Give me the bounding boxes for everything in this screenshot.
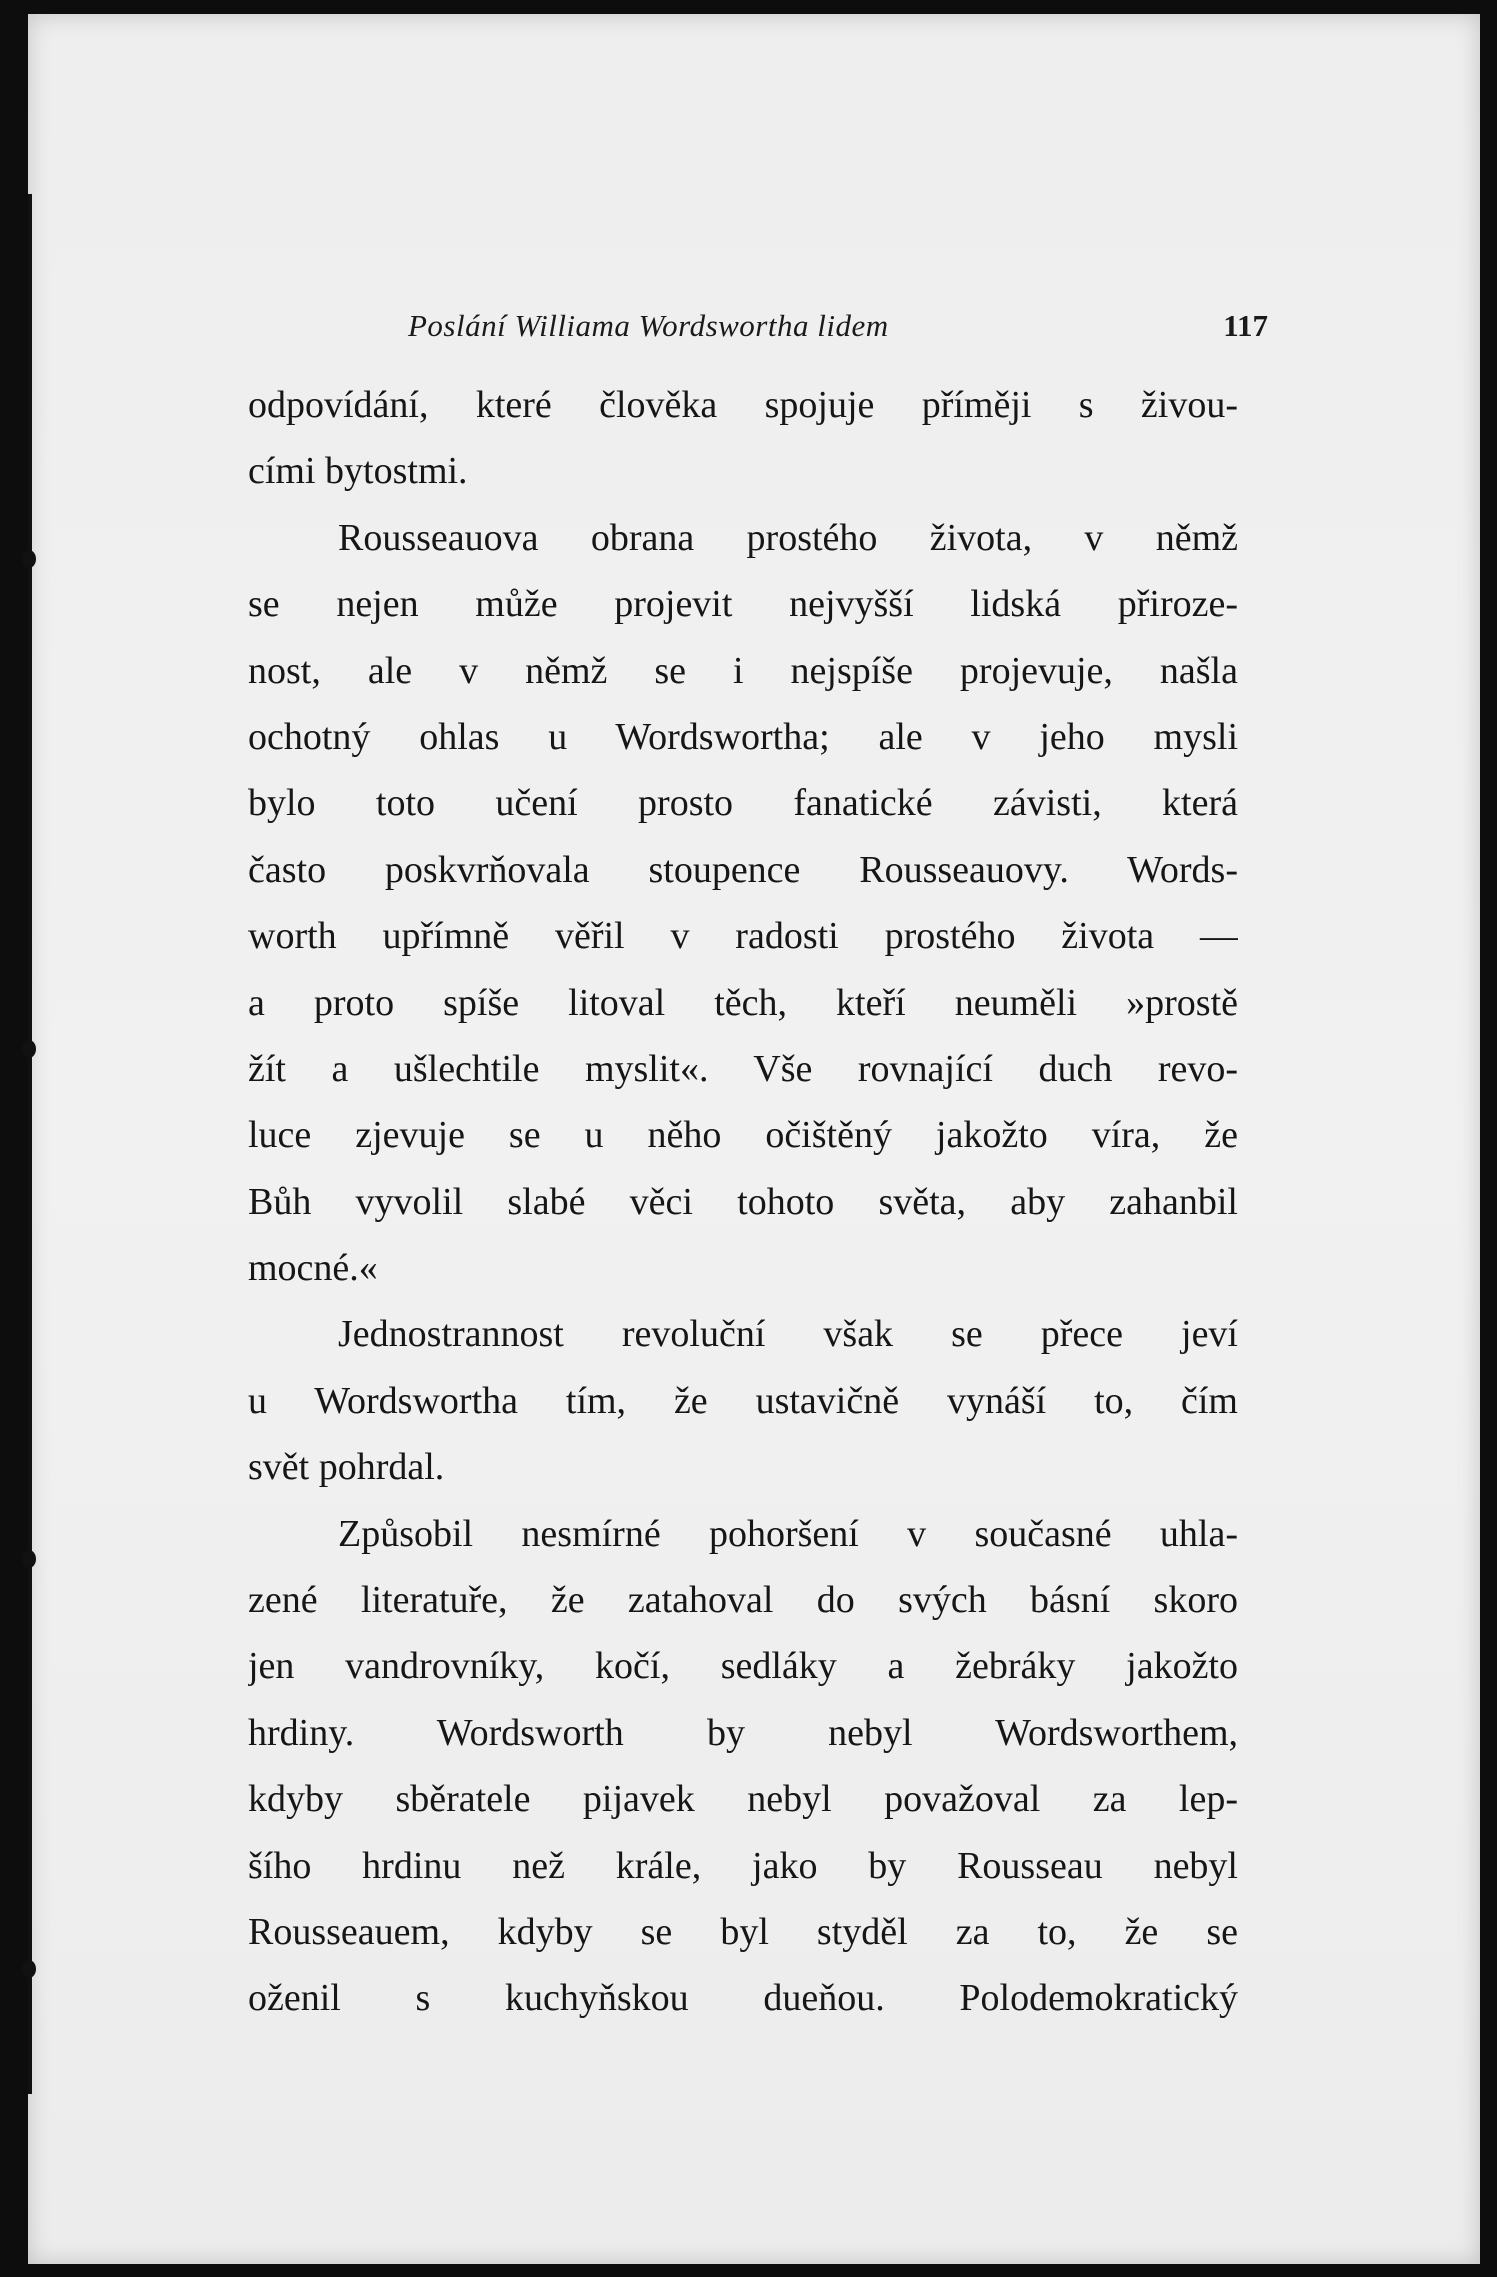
text-line: jen vandrovníky, kočí, sedláky a žebráky jakožto xyxy=(248,1645,1238,1688)
text-line: žít a ušlechtile myslit«. Vše rovnající duch revo- xyxy=(248,1047,1238,1090)
binding-hole xyxy=(22,1960,36,1978)
text-line: odpovídání, které člověka spojuje příměji s živou- xyxy=(248,384,1238,426)
page-number: 117 xyxy=(1223,308,1268,343)
text-line: worth upřímně věřil v radosti prostého života — xyxy=(248,915,1238,958)
binding-hole xyxy=(22,1040,36,1058)
text-line: Způsobil nesmírné pohoršení v současné uhla- xyxy=(338,1512,1238,1555)
text-line: kdyby sběratele pijavek nebyl považoval za lep- xyxy=(248,1778,1238,1821)
text-line: nost, ale v němž se i nejspíše projevuje, našla xyxy=(248,649,1238,692)
text-line: hrdiny. Wordsworth by nebyl Wordsworthem, xyxy=(248,1711,1238,1754)
binding-edge xyxy=(28,194,32,2094)
text-line: svět pohrdal. xyxy=(248,1446,445,1489)
text-line: Rousseauem, kdyby se byl styděl za to, že se xyxy=(248,1910,1238,1953)
binding-hole xyxy=(22,550,36,568)
text-line: se nejen může projevit nejvyšší lidská přiroze- xyxy=(248,583,1238,626)
text-line: u Wordswortha tím, že ustavičně vynáší to, čím xyxy=(248,1379,1238,1422)
text-line: a proto spíše litoval těch, kteří neuměli »prostě xyxy=(248,981,1238,1024)
text-line: cími bytostmi. xyxy=(248,450,468,493)
text-line: Jednostrannost revoluční však se přece jeví xyxy=(338,1313,1238,1356)
running-title: Poslání Williama Wordswortha lidem xyxy=(408,308,889,343)
text-line: šího hrdinu než krále, jako by Rousseau nebyl xyxy=(248,1844,1238,1887)
text-line: Bůh vyvolil slabé věci tohoto světa, aby zahanbil xyxy=(248,1180,1238,1223)
text-line: zené literatuře, že zatahoval do svých básní skoro xyxy=(248,1579,1238,1622)
text-line: bylo toto učení prosto fanatické závisti, která xyxy=(248,782,1238,825)
text-line: často poskvrňovala stoupence Rousseauovy. Words- xyxy=(248,848,1238,891)
binding-hole xyxy=(22,1550,36,1568)
body-text xyxy=(248,372,1238,2032)
text-line: mocné.« xyxy=(248,1247,378,1290)
text-line: ochotný ohlas u Wordswortha; ale v jeho mysli xyxy=(248,715,1238,758)
text-line: luce zjevuje se u něho očištěný jakožto víra, že xyxy=(248,1114,1238,1157)
page-header xyxy=(408,308,1268,348)
text-line: oženil s kuchyňskou dueňou. Polodemokratický xyxy=(248,1977,1238,2020)
text-line: Rousseauova obrana prostého života, v němž xyxy=(338,516,1238,559)
